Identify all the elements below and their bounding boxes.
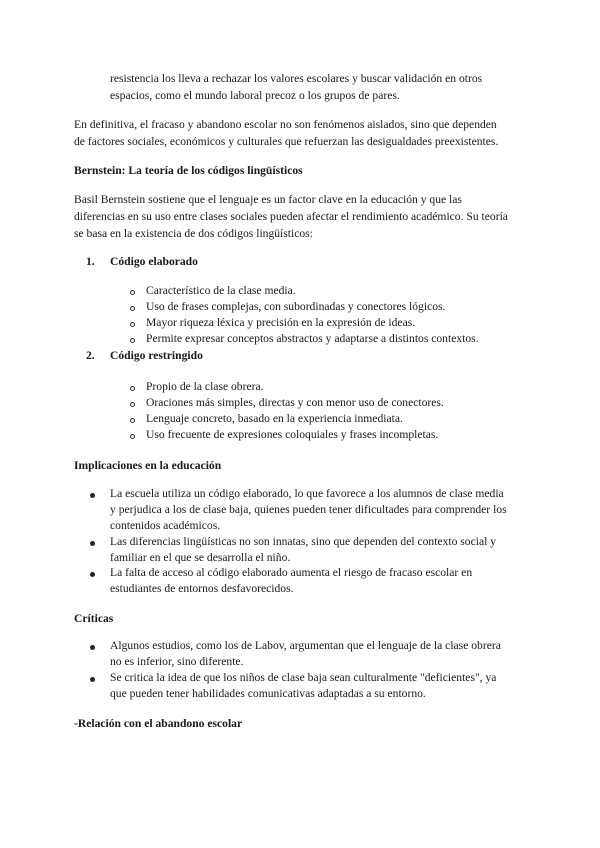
code-2-item-4: Uso frecuente de expresiones coloquiales y frases incompletas.	[146, 428, 439, 441]
code-2-item-2: Oraciones más simples, directas y con menor uso de conectores.	[146, 396, 444, 409]
bernstein-intro-line-2: diferencias en su uso entre clases sociales pueden afectar el rendimiento académico. Su teoría	[74, 210, 508, 223]
code-1-number: 1.	[86, 255, 95, 268]
bullet-icon	[90, 493, 95, 498]
implicacion-2-line-1: Las diferencias lingüísticas no son innatas, sino que dependen del contexto social y	[110, 535, 497, 548]
code-1-item-3: Mayor riqueza léxica y precisión en la expresión de ideas.	[146, 316, 416, 329]
hollow-bullet-icon	[130, 418, 135, 423]
critica-2-line-2: que pueden tener habilidades comunicativas adaptadas a su entorno.	[110, 687, 426, 700]
relacion-heading: -Relación con el abandono escolar	[74, 717, 243, 730]
hollow-bullet-icon	[130, 322, 135, 327]
implicacion-1-line-1: La escuela utiliza un código elaborado, lo que favorece a los alumnos de clase media	[110, 487, 504, 500]
implicacion-3-line-1: La falta de acceso al código elaborado aumenta el riesgo de fracaso escolar en	[110, 566, 473, 579]
bullet-icon	[90, 677, 95, 682]
bernstein-heading: Bernstein: La teoría de los códigos lingüísticos	[74, 164, 303, 177]
para1-line-1: En definitiva, el fracaso y abandono escolar no son fenómenos aislados, sino que dependen	[74, 118, 497, 131]
intro-line-2: espacios, como el mundo laboral precoz o los grupos de pares.	[110, 89, 400, 102]
hollow-bullet-icon	[130, 386, 135, 391]
implicacion-3-line-2: estudiantes de entornos desfavorecidos.	[110, 582, 294, 595]
bullet-icon	[90, 645, 95, 650]
hollow-bullet-icon	[130, 402, 135, 407]
code-1-title: Código elaborado	[110, 255, 198, 268]
code-2-number: 2.	[86, 349, 95, 362]
code-2-item-3: Lenguaje concreto, basado en la experiencia inmediata.	[146, 412, 403, 425]
implicacion-1-line-3: contenidos académicos.	[110, 519, 221, 532]
implicacion-1-line-2: y perjudica a los de clase baja, quienes pueden tener dificultades para comprender los	[110, 503, 507, 516]
hollow-bullet-icon	[130, 338, 135, 343]
critica-2-line-1: Se critica la idea de que los niños de clase baja sean culturalmente "deficientes", ya	[110, 671, 497, 684]
intro-line-1: resistencia los lleva a rechazar los valores escolares y buscar validación en otros	[110, 72, 483, 85]
hollow-bullet-icon	[130, 434, 135, 439]
critica-1-line-1: Algunos estudios, como los de Labov, argumentan que el lenguaje de la clase obrera	[110, 639, 501, 652]
implicaciones-heading: Implicaciones en la educación	[74, 459, 222, 472]
bernstein-intro-line-3: se basa en la existencia de dos códigos lingüísticos:	[74, 227, 313, 240]
bullet-icon	[90, 572, 95, 577]
para1-line-2: de factores sociales, económicos y culturales que refuerzan las desigualdades preexistentes.	[74, 135, 499, 148]
implicacion-2-line-2: familiar en el que se desarrolla el niño.	[110, 551, 291, 564]
critica-1-line-2: no es inferior, sino diferente.	[110, 655, 244, 668]
code-2-item-1: Propio de la clase obrera.	[146, 380, 264, 393]
code-1-item-1: Característico de la clase media.	[146, 284, 296, 297]
code-1-item-4: Permite expresar conceptos abstractos y adaptarse a distintos contextos.	[146, 332, 479, 345]
bullet-icon	[90, 541, 95, 546]
hollow-bullet-icon	[130, 290, 135, 295]
criticas-heading: Críticas	[74, 612, 114, 625]
code-1-item-2: Uso de frases complejas, con subordinadas y conectores lógicos.	[146, 300, 446, 313]
bernstein-intro-line-1: Basil Bernstein sostiene que el lenguaje es un factor clave en la educación y que las	[74, 193, 462, 206]
hollow-bullet-icon	[130, 306, 135, 311]
code-2-title: Código restringido	[110, 349, 203, 362]
